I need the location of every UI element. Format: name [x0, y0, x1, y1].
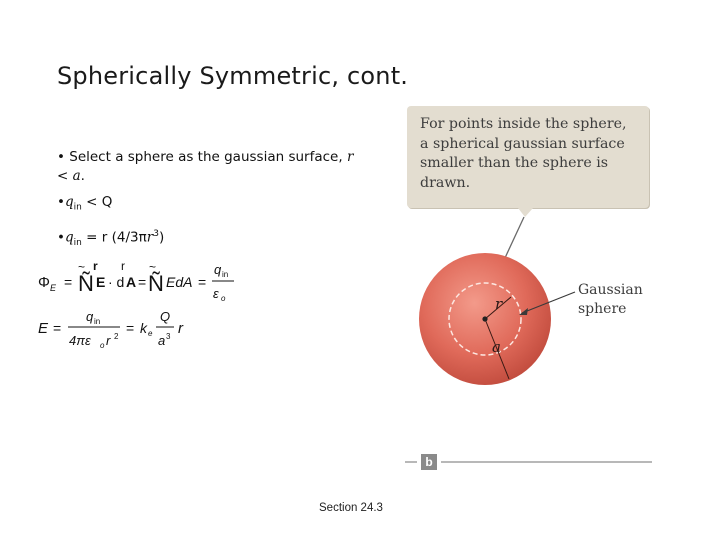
svg-text:2: 2: [114, 332, 119, 341]
bullet-qin-less-q: $•q_{in} < Q$: [57, 194, 113, 213]
bullet-select-sphere: • Select a sphere as the gaussian surface, r < a.: [57, 149, 354, 184]
svg-text:q: q: [214, 262, 222, 277]
r-label: r: [495, 295, 503, 313]
tilde-mark: ~: [78, 260, 86, 274]
svg-text:=: =: [198, 274, 207, 290]
svg-text:=: =: [64, 274, 73, 290]
svg-text:r: r: [93, 259, 98, 273]
svg-text:e: e: [148, 329, 153, 338]
svg-text:q: q: [86, 309, 94, 324]
svg-text:=: =: [138, 274, 147, 290]
field-inside-equation: [38, 308, 213, 352]
svg-text:~: ~: [149, 260, 157, 274]
bullet-qin-formula: $•q_{in} = r$ $(4/3\pi r^3)$: [57, 228, 165, 248]
svg-text:k: k: [140, 320, 147, 336]
panel-rule-right: [441, 461, 652, 463]
svg-text:r: r: [178, 320, 183, 337]
a-label: a: [492, 338, 501, 356]
panel-rule-left: [405, 461, 417, 463]
svg-text:=: =: [126, 320, 135, 336]
svg-text:in: in: [222, 270, 229, 279]
svg-text:E: E: [96, 274, 106, 290]
svg-text:3: 3: [166, 332, 171, 341]
svg-text:Q: Q: [160, 309, 171, 324]
section-footer: Section 24.3: [319, 502, 383, 514]
svg-text:A: A: [126, 274, 137, 290]
bullet-list: [57, 148, 357, 260]
svg-text:o: o: [221, 294, 226, 303]
svg-text:EdA: EdA: [166, 274, 193, 290]
svg-text:a: a: [158, 333, 166, 348]
sphere-figure: [405, 205, 655, 450]
svg-text:r: r: [121, 259, 125, 273]
svg-text:in: in: [94, 317, 101, 326]
svg-text:o: o: [100, 341, 105, 350]
figure-callout: [407, 106, 649, 208]
closed-integral-symbol: Ñ: [78, 271, 94, 296]
svg-text:4πε: 4πε: [69, 333, 91, 348]
svg-text:ε: ε: [213, 286, 219, 301]
closed-integral-symbol-2: Ñ: [148, 271, 164, 296]
callout-text: For points inside the sphere, a spherical gaussian surface smaller than the sphere is drawn.: [420, 116, 627, 191]
svg-text:E: E: [38, 320, 49, 337]
gauss-law-equation: [38, 258, 248, 306]
svg-text:=: =: [53, 320, 62, 336]
svg-text:r: r: [106, 333, 111, 348]
svg-text:E: E: [50, 283, 57, 293]
phi-symbol: Φ: [38, 274, 50, 291]
panel-letter: b: [421, 454, 437, 470]
gaussian-sphere-label: Gaussian sphere: [578, 282, 643, 317]
slide-title: Spherically Symmetric, cont.: [57, 62, 409, 90]
center-point: [482, 316, 487, 321]
callout-pointer: [518, 208, 533, 217]
svg-text:· d: · d: [108, 274, 125, 290]
